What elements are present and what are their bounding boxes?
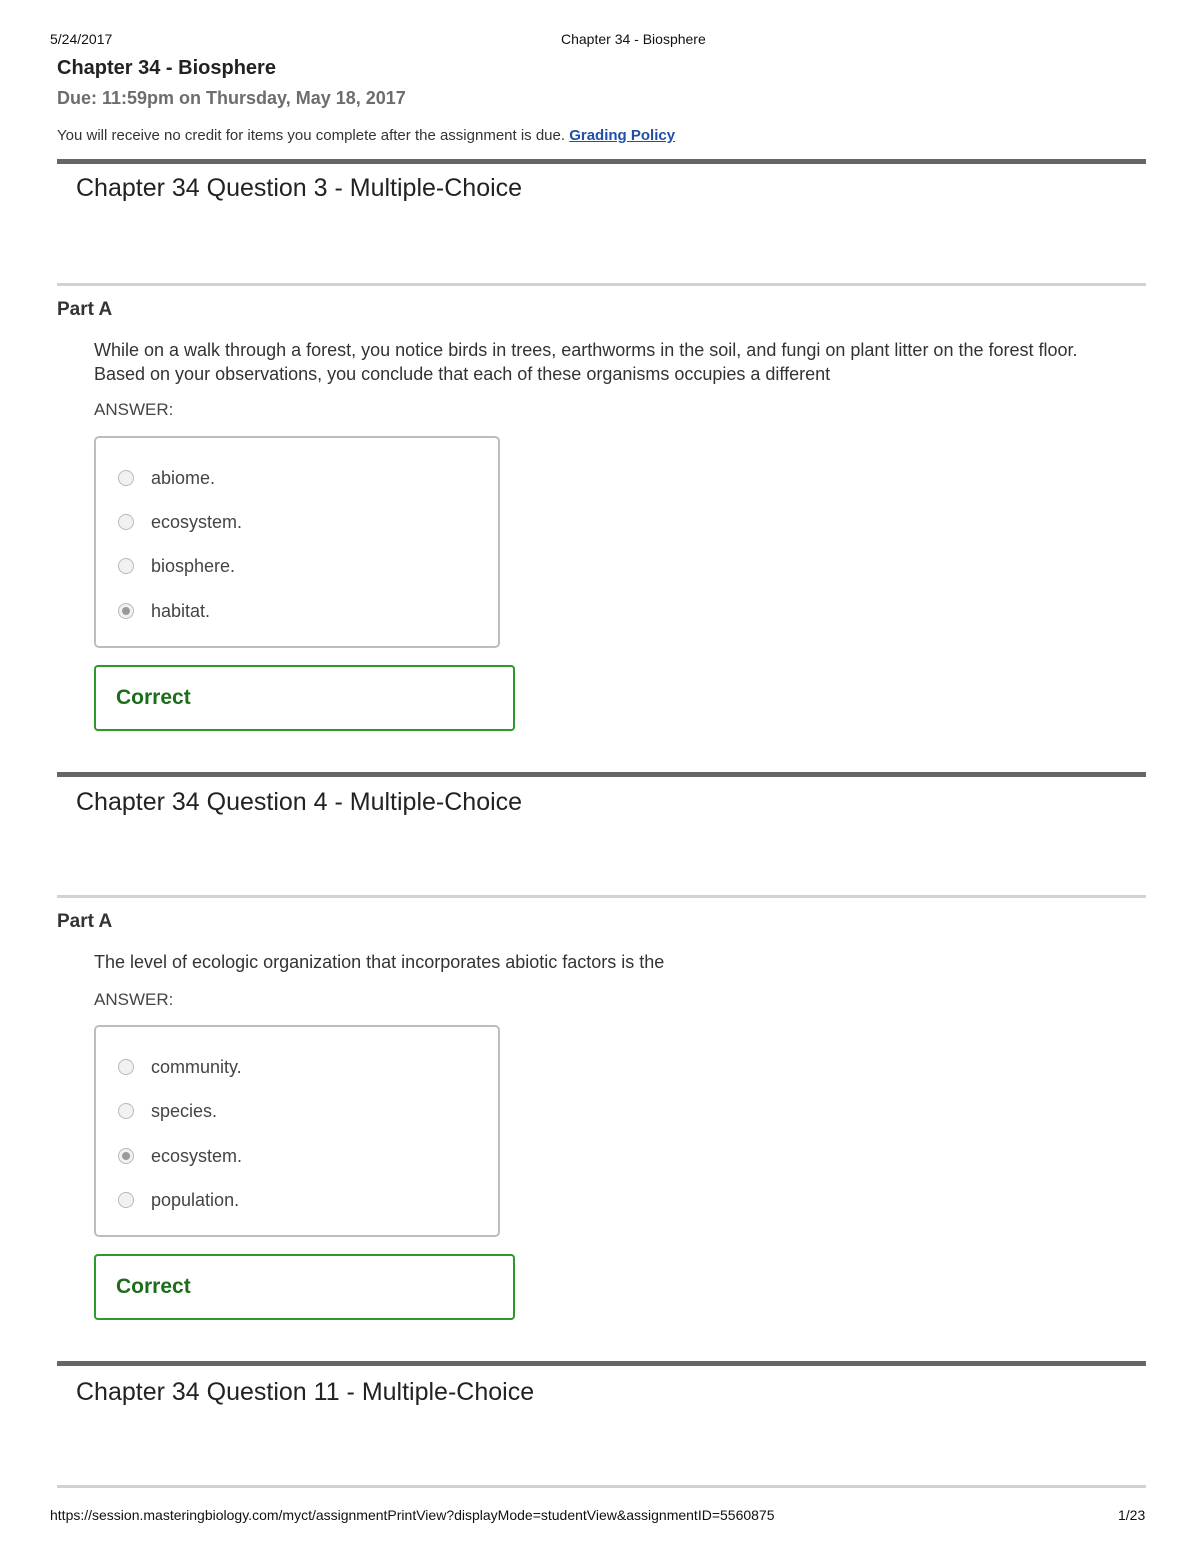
- radio-button[interactable]: [118, 1103, 134, 1119]
- question-title: Chapter 34 Question 4 - Multiple-Choice: [76, 788, 523, 816]
- choice-option[interactable]: [118, 510, 242, 534]
- answer-choices: [94, 1025, 500, 1237]
- choice-label: biosphere.: [151, 555, 236, 576]
- choice-option-selected[interactable]: [118, 1144, 242, 1168]
- late-notice-text: You will receive no credit for items you complete after the assignment is due.: [57, 127, 566, 144]
- choice-label: population.: [151, 1189, 240, 1210]
- feedback-text: Correct: [116, 1275, 191, 1298]
- question-text: The level of ecologic organization that incorporates abiotic factors is the: [94, 952, 665, 972]
- feedback-text: Correct: [116, 686, 191, 709]
- radio-button-selected[interactable]: [118, 1148, 134, 1164]
- part-divider: [57, 1485, 1146, 1488]
- part-divider: [57, 283, 1146, 286]
- choice-label: species.: [151, 1100, 218, 1121]
- radio-button[interactable]: [118, 514, 134, 530]
- choice-label: ecosystem.: [151, 1145, 243, 1166]
- question-divider: [57, 1361, 1146, 1366]
- choice-option[interactable]: [118, 1188, 239, 1212]
- feedback-correct: [94, 1254, 515, 1320]
- question-text: While on a walk through a forest, you notice birds in trees, earthworms in the soil, and fungi on plant litter on the forest floor. Based on your observations, you conclude that each of these organisms occupies a different: [94, 340, 1078, 384]
- radio-button-selected[interactable]: [118, 603, 134, 619]
- answer-label: ANSWER:: [94, 400, 174, 419]
- page-number: 1/23: [1118, 1507, 1146, 1523]
- question-divider: [57, 772, 1146, 777]
- question-title: Chapter 34 Question 3 - Multiple-Choice: [76, 174, 523, 202]
- part-label: Part A: [57, 299, 113, 320]
- choice-option[interactable]: [118, 1055, 242, 1079]
- choice-option[interactable]: [118, 466, 215, 490]
- answer-label: ANSWER:: [94, 990, 174, 1009]
- choice-label: abiome.: [151, 467, 216, 488]
- radio-button[interactable]: [118, 1059, 134, 1075]
- grading-policy-link[interactable]: Grading Policy: [569, 127, 676, 144]
- choice-option[interactable]: [118, 1099, 217, 1123]
- due-date: Due: 11:59pm on Thursday, May 18, 2017: [57, 88, 406, 108]
- choice-option-selected[interactable]: [118, 599, 210, 623]
- radio-button[interactable]: [118, 558, 134, 574]
- print-url: https://session.masteringbiology.com/myct/assignmentPrintView?displayMode=studentView&assignmentID=5560875: [50, 1507, 775, 1523]
- assignment-title: Chapter 34 - Biosphere: [57, 57, 276, 79]
- answer-choices: [94, 436, 500, 648]
- print-date: 5/24/2017: [50, 31, 113, 47]
- feedback-correct: [94, 665, 515, 731]
- print-header-title: Chapter 34 - Biosphere: [561, 31, 706, 47]
- question-divider: [57, 159, 1146, 164]
- late-notice: [57, 127, 675, 144]
- part-label: Part A: [57, 911, 113, 932]
- question-title: Chapter 34 Question 11 - Multiple-Choice: [76, 1378, 535, 1406]
- choice-label: ecosystem.: [151, 511, 243, 532]
- choice-label: community.: [151, 1056, 242, 1077]
- part-divider: [57, 895, 1146, 898]
- radio-button[interactable]: [118, 1192, 134, 1208]
- radio-button[interactable]: [118, 470, 134, 486]
- choice-label: habitat.: [151, 600, 211, 621]
- choice-option[interactable]: [118, 554, 235, 578]
